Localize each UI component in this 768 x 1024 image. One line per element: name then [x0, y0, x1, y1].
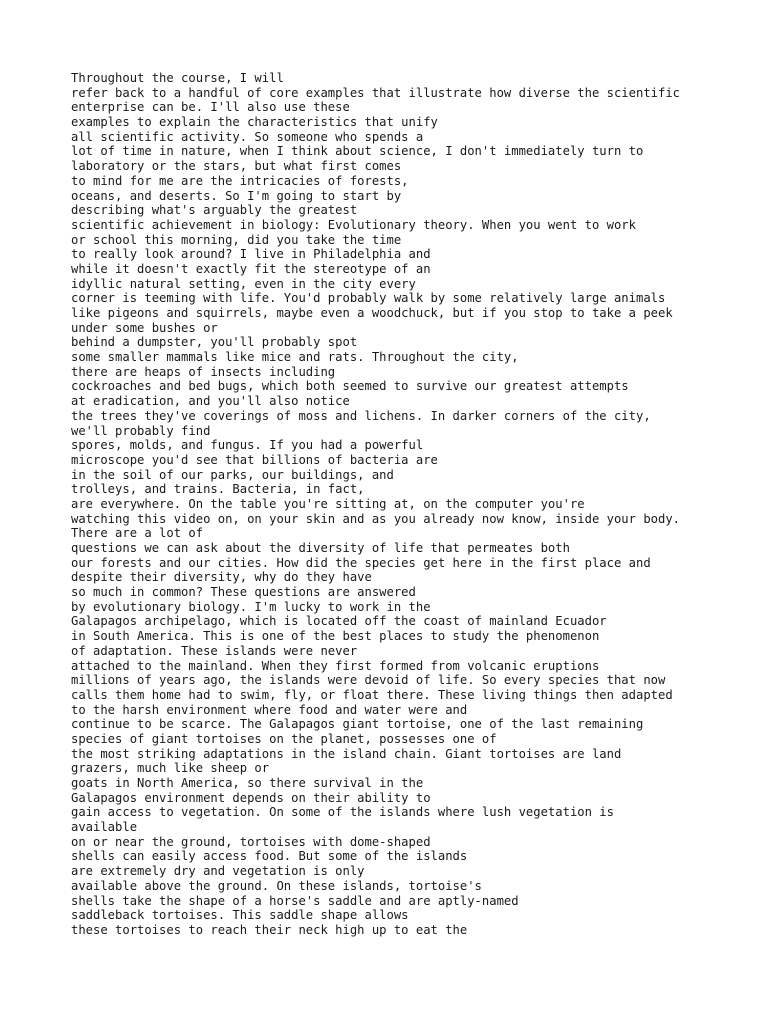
text-line: there are heaps of insects including	[71, 364, 336, 379]
text-line: Galapagos archipelago, which is located off the coast of mainland Ecuador	[71, 614, 607, 629]
text-line: oceans, and deserts. So I'm going to start by	[71, 188, 402, 203]
text-line: in South America. This is one of the best places to study the phenomenon	[71, 629, 600, 644]
text-line: questions we can ask about the diversity of life that permeates both	[71, 541, 570, 555]
text-line: scientific achievement in biology: Evolutionary theory. When you went to work	[71, 217, 636, 232]
text-line: despite their diversity, why do they have	[71, 570, 372, 585]
text-line: Throughout the course, I will	[71, 71, 284, 85]
text-line: are everywhere. On the table you're sitting at, on the computer you're	[71, 496, 585, 511]
text-line: we'll probably find	[71, 423, 211, 438]
text-line: Galapagos environment depends on their ability to	[71, 790, 431, 805]
text-line: in the soil of our parks, our buildings, and	[71, 467, 394, 482]
text-line: lot of time in nature, when I think about science, I don't immediately turn to	[71, 144, 644, 159]
text-line: our forests and our cities. How did the species get here in the first place and	[71, 555, 651, 570]
text-line: behind a dumpster, you'll probably spot	[71, 335, 358, 350]
text-line: available	[71, 820, 138, 835]
text-line: so much in common? These questions are answered	[71, 585, 416, 600]
text-line: grazers, much like sheep or	[71, 761, 270, 776]
text-line: shells can easily access food. But some of the islands	[71, 849, 468, 864]
text-line: trolleys, and trains. Bacteria, in fact,	[71, 482, 365, 497]
text-line: gain access to vegetation. On some of the islands where lush vegetation is	[71, 805, 614, 820]
text-line: examples to explain the characteristics that unify	[71, 115, 438, 130]
text-line: the most striking adaptations in the island chain. Giant tortoises are land	[71, 746, 622, 761]
text-line: available above the ground. On these islands, tortoise's	[71, 878, 482, 893]
document-page	[71, 71, 761, 938]
text-line: some smaller mammals like mice and rats. Throughout the city,	[71, 350, 519, 365]
text-line: to mind for me are the intricacies of forests,	[71, 173, 409, 188]
text-line: the trees they've coverings of moss and lichens. In darker corners of the city,	[71, 408, 651, 423]
text-line: of adaptation. These islands were never	[71, 643, 358, 658]
text-line: all scientific activity. So someone who spends a	[71, 129, 424, 144]
text-line: laboratory or the stars, but what first comes	[71, 159, 402, 174]
text-line: at eradication, and you'll also notice	[71, 394, 350, 409]
text-line: like pigeons and squirrels, maybe even a woodchuck, but if you stop to take a peek	[71, 306, 673, 320]
text-line: under some bushes or	[71, 320, 218, 335]
text-line: millions of years ago, the islands were devoid of life. So every species that now	[71, 673, 666, 688]
text-line: microscope you'd see that billions of bacteria are	[71, 452, 438, 467]
text-line: refer back to a handful of core examples that illustrate how diverse the scientific	[71, 85, 681, 100]
text-line: while it doesn't exactly fit the stereotype of an	[71, 261, 431, 276]
text-line: spores, molds, and fungus. If you had a powerful	[71, 438, 424, 453]
text-line: or school this morning, did you take the time	[71, 232, 402, 247]
text-line: goats in North America, so there survival in the	[71, 776, 424, 790]
text-line: to really look around? I live in Philadelphia and	[71, 247, 431, 262]
text-line: idyllic natural setting, even in the city every	[71, 276, 416, 291]
text-line: attached to the mainland. When they first formed from volcanic eruptions	[71, 658, 600, 673]
text-line: shells take the shape of a horse's saddle and are aptly-named	[71, 893, 519, 908]
text-line: continue to be scarce. The Galapagos giant tortoise, one of the last remaining	[71, 717, 644, 732]
text-line: saddleback tortoises. This saddle shape allows	[71, 908, 409, 923]
text-line: these tortoises to reach their neck high up to eat the	[71, 922, 468, 937]
text-line: describing what's arguably the greatest	[71, 203, 358, 218]
text-line: watching this video on, on your skin and as you already now know, inside your body.	[71, 511, 681, 526]
text-line: enterprise can be. I'll also use these	[71, 100, 350, 115]
text-line: calls them home had to swim, fly, or float there. These living things then adapted	[71, 687, 673, 702]
text-line: on or near the ground, tortoises with dome-shaped	[71, 834, 431, 849]
text-line: cockroaches and bed bugs, which both seemed to survive our greatest attempts	[71, 379, 629, 394]
text-line: to the harsh environment where food and water were and	[71, 702, 468, 717]
text-line: corner is teeming with life. You'd probably walk by some relatively large animals	[71, 291, 666, 306]
text-line: are extremely dry and vegetation is only	[71, 864, 365, 879]
text-line: species of giant tortoises on the planet, possesses one of	[71, 731, 497, 746]
text-line: There are a lot of	[71, 526, 204, 541]
text-line: by evolutionary biology. I'm lucky to work in the	[71, 599, 431, 614]
